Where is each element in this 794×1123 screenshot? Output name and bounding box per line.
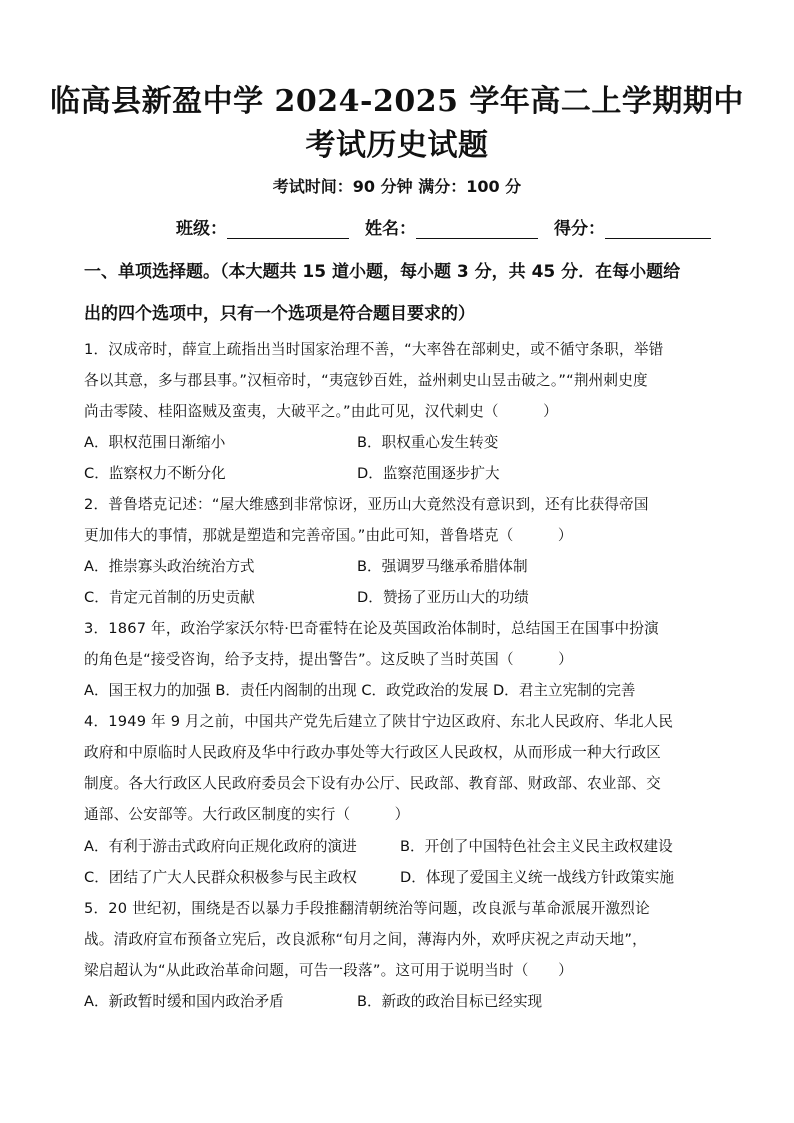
class-label: 班级： [176,219,227,239]
question-1-line: 1．汉成帝时，薛宣上疏指出当时国家治理不善，“大率咎在部刺史，或不循守条职，举错 [84,341,664,358]
question-4-option-d[interactable]: D．体现了爱国主义统一战线方针政策实施 [400,869,674,886]
question-3-line: 的角色是“接受咨询，给予支持，提出警告”。这反映了当时英国（ ） [84,651,573,668]
question-5-line: 梁启超认为“从此政治革命问题，可告一段落”。这可用于说明当时（ ） [84,962,573,979]
question-4-option-a[interactable]: A．有利于游击式政府向正规化政府的演进 [84,838,357,855]
question-5-line: 战。清政府宣布预备立宪后，改良派称“旬月之间，薄海内外，欢呼庆祝之声动天地”， [84,931,647,948]
score-blank[interactable] [605,220,711,239]
question-3-line: 3．1867 年，政治学家沃尔特·巴奇霍特在论及英国政治体制时，总结国王在国事中扮演 [84,620,659,637]
question-2-option-c[interactable]: C．肯定元首制的历史贡献 [84,589,255,606]
question-5-line: 5．20 世纪初，围绕是否以暴力手段推翻清朝统治等问题，改良派与革命派展开激烈论 [84,900,650,917]
question-1-option-c[interactable]: C．监察权力不断分化 [84,465,226,482]
question-4-line: 政府和中原临时人民政府及华中行政办事处等大行政区人民政权，从而形成一种大行政区 [84,744,661,761]
question-4-option-b[interactable]: B．开创了中国特色社会主义民主政权建设 [400,838,673,855]
score-label: 得分： [554,219,605,239]
class-blank[interactable] [227,220,349,239]
question-2-line: 更加伟大的事情，那就是塑造和完善帝国。”由此可知，普鲁塔克（ ） [84,527,573,544]
question-2-option-b[interactable]: B．强调罗马继承希腊体制 [357,558,528,575]
question-5-option-a[interactable]: A．新政暂时缓和国内政治矛盾 [84,993,284,1010]
student-info-fields [176,214,711,239]
question-2-line: 2．普鲁塔克记述：“屋大维感到非常惊讶，亚历山大竟然没有意识到，还有比获得帝国 [84,496,649,513]
question-4-line: 4．1949 年 9 月之前，中国共产党先后建立了陕甘宁边区政府、东北人民政府、华北人民 [84,713,674,730]
question-2-option-a[interactable]: A．推崇寡头政治统治方式 [84,558,255,575]
section-heading-line1: 一、单项选择题。（本大题共 15 道小题，每小题 3 分，共 45 分．在每小题给 [84,262,681,282]
exam-title-line1: 临高县新盈中学 2024-2025 学年高二上学期期中 [50,84,744,119]
question-1-option-b[interactable]: B．职权重心发生转变 [357,434,499,451]
name-blank[interactable] [416,220,538,239]
question-1-option-d[interactable]: D．监察范围逐步扩大 [357,465,500,482]
question-4-option-c[interactable]: C．团结了广大人民群众积极参与民主政权 [84,869,357,886]
section-heading-line2: 出的四个选项中，只有一个选项是符合题目要求的） [84,304,475,324]
question-3-options[interactable]: A．国王权力的加强 B．责任内阁制的出现 C．政党政治的发展 D．君主立宪制的完善 [84,682,636,699]
exam-info: 考试时间：90 分钟 满分：100 分 [272,177,522,196]
question-1-line: 各以其意，多与郡县事。”汉桓帝时，“夷寇钞百姓，益州刺史山昱击破之。”“荆州刺史度 [84,372,648,389]
question-4-line: 制度。各大行政区人民政府委员会下设有办公厅、民政部、教育部、财政部、农业部、交 [84,775,661,792]
name-label: 姓名： [365,219,416,239]
question-1-option-a[interactable]: A．职权范围日渐缩小 [84,434,226,451]
question-1-line: 尚击零陵、桂阳盗贼及蛮夷，大破平之。”由此可见，汉代刺史（ ） [84,403,558,420]
question-4-line: 通部、公安部等。大行政区制度的实行（ ） [84,806,410,823]
question-5-option-b[interactable]: B．新政的政治目标已经实现 [357,993,543,1010]
question-2-option-d[interactable]: D．赞扬了亚历山大的功绩 [357,589,529,606]
exam-title-line2: 考试历史试题 [305,128,489,163]
